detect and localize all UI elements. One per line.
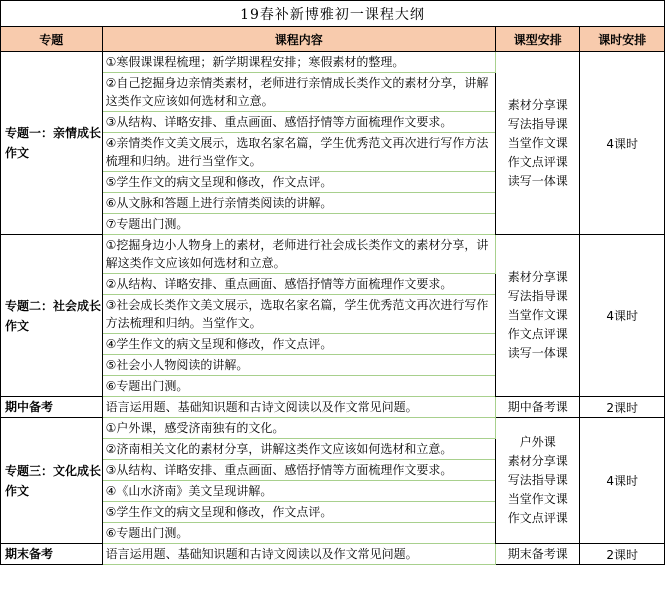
topic-cell: 专题一：亲情成长作文 <box>1 52 103 235</box>
content-item: ⑦专题出门测。 <box>102 214 495 235</box>
content-item: ④亲情类作文美文展示，选取名家名篇，学生优秀范文再次进行写作方法梳理和归纳。进行当堂作文。 <box>102 133 495 172</box>
lesson-type: 户外课 <box>519 435 556 449</box>
topic-cell: 期中备考 <box>1 397 103 418</box>
lesson-type-cell <box>495 52 580 235</box>
table-row <box>1 235 665 274</box>
lesson-type: 作文点评课 <box>507 327 568 341</box>
content-item: 语言运用题、基础知识题和古诗文阅读以及作文常见问题。 <box>102 397 495 418</box>
lesson-type: 期末备考课 <box>495 544 580 565</box>
hours-cell: 2课时 <box>580 544 665 565</box>
content-item: ①户外课，感受济南独有的文化。 <box>102 418 495 439</box>
content-item: ①挖掘身边小人物身上的素材，老师进行社会成长类作文的素材分享，讲解这类作文应该如何选材和立意。 <box>102 235 495 274</box>
lesson-type: 写法指导课 <box>507 289 568 303</box>
lesson-type: 素材分享课 <box>507 270 568 284</box>
title-row <box>1 1 665 27</box>
content-item: ⑥专题出门测。 <box>102 523 495 544</box>
content-item: ④《山水济南》美文呈现讲解。 <box>102 481 495 502</box>
content-item: ②自己挖掘身边亲情类素材，老师进行亲情成长类作文的素材分享，讲解这类作文应该如何选材和立意。 <box>102 73 495 112</box>
header-row <box>1 27 665 52</box>
lesson-type: 作文点评课 <box>507 511 568 525</box>
content-item: ⑤社会小人物阅读的讲解。 <box>102 355 495 376</box>
topic-cell: 专题二：社会成长作文 <box>1 235 103 397</box>
lesson-type: 当堂作文课 <box>507 492 568 506</box>
topic-cell: 期末备考 <box>1 544 103 565</box>
lesson-type: 素材分享课 <box>507 97 568 112</box>
lesson-type: 当堂作文课 <box>507 135 568 150</box>
content-item: ①寒假课课程梳理；新学期课程安排；寒假素材的整理。 <box>102 52 495 73</box>
lesson-type-cell <box>495 418 580 544</box>
content-item: ⑥从文脉和答题上进行亲情类阅读的讲解。 <box>102 193 495 214</box>
lesson-type: 素材分享课 <box>507 454 568 468</box>
hours-cell: 4课时 <box>580 235 665 397</box>
content-item: ⑤学生作文的病文呈现和修改，作文点评。 <box>102 172 495 193</box>
header-hours: 课时安排 <box>580 27 665 52</box>
lesson-type-cell <box>495 235 580 397</box>
content-item: ③社会成长类作文美文展示，选取名家名篇，学生优秀范文再次进行写作方法梳理和归纳。当堂作文。 <box>102 295 495 334</box>
content-item: ⑤学生作文的病文呈现和修改，作文点评。 <box>102 502 495 523</box>
content-item: ④学生作文的病文呈现和修改，作文点评。 <box>102 334 495 355</box>
lesson-type: 写法指导课 <box>507 116 568 131</box>
lesson-type: 写法指导课 <box>507 473 568 487</box>
lesson-type: 作文点评课 <box>507 154 568 169</box>
table-title: 19春补新博雅初一课程大纲 <box>1 1 665 27</box>
topic-cell: 专题三：文化成长作文 <box>1 418 103 544</box>
content-item: ③从结构、详略安排、重点画面、感悟抒情等方面梳理作文要求。 <box>102 460 495 481</box>
table-row <box>1 52 665 73</box>
content-item: ②济南相关文化的素材分享，讲解这类作文应该如何选材和立意。 <box>102 439 495 460</box>
content-item: ③从结构、详略安排、重点画面、感悟抒情等方面梳理作文要求。 <box>102 112 495 133</box>
lesson-type: 当堂作文课 <box>507 308 568 322</box>
content-item: ②从结构、详略安排、重点画面、感悟抒情等方面梳理作文要求。 <box>102 274 495 295</box>
header-content: 课程内容 <box>102 27 495 52</box>
lesson-type: 读写一体课 <box>507 346 568 360</box>
hours-cell: 2课时 <box>580 397 665 418</box>
hours-cell: 4课时 <box>580 418 665 544</box>
header-topic: 专题 <box>1 27 103 52</box>
lesson-type: 读写一体课 <box>507 173 568 188</box>
table-row <box>1 418 665 439</box>
content-item: ⑥专题出门测。 <box>102 376 495 397</box>
table-row <box>1 397 665 418</box>
content-item: 语言运用题、基础知识题和古诗文阅读以及作文常见问题。 <box>102 544 495 565</box>
hours-cell: 4课时 <box>580 52 665 235</box>
lesson-type: 期中备考课 <box>495 397 580 418</box>
table-row <box>1 544 665 565</box>
header-type: 课型安排 <box>495 27 580 52</box>
